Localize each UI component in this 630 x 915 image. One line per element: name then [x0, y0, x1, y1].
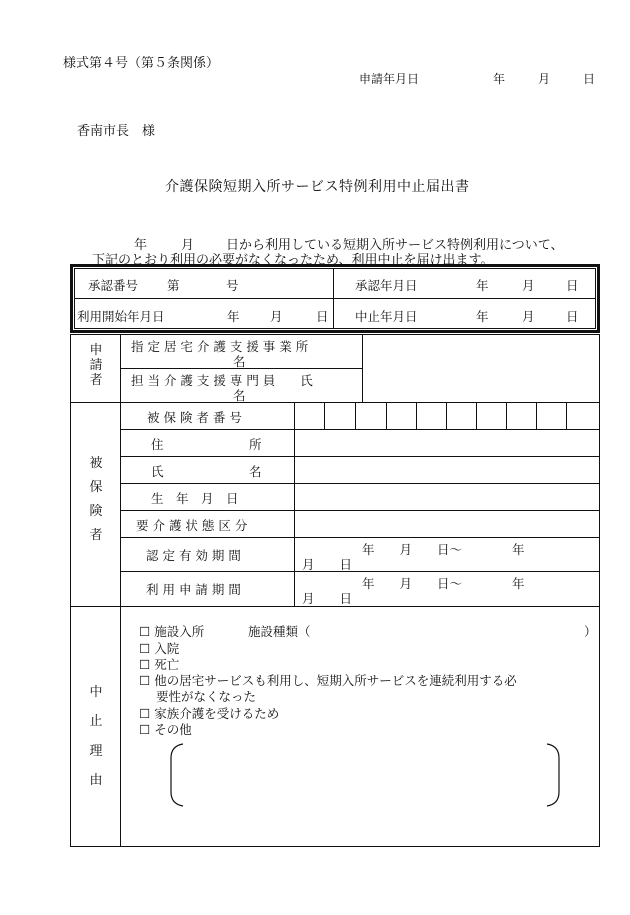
apply-day-label: 日 [583, 72, 596, 86]
birthdate-label: 生 年 月 日 [151, 491, 239, 506]
applicant-section-label: 申 請 者 [89, 343, 103, 388]
checkbox-icon[interactable]: ☐ [139, 641, 151, 656]
insured-row-3 [120, 483, 600, 484]
insured-row-1 [120, 429, 600, 430]
approval-col-divider [333, 268, 334, 329]
name-label-a: 氏 [151, 464, 164, 479]
valid-period-line1: 年 月 日～ 年 [362, 542, 525, 557]
apply-date-label: 申請年月日 [359, 72, 420, 86]
reason-facility: 施設入所 [154, 624, 205, 639]
checkbox-other[interactable] [139, 720, 192, 738]
facility-type-close: ） [584, 624, 597, 639]
use-period-line2: 月 日 [302, 591, 353, 606]
applicant-col-divider [362, 334, 363, 402]
insured-number-label: 被 保 険 者 番 号 [147, 410, 242, 425]
address-label-a: 住 [151, 437, 164, 452]
insured-section-label: 被 保 険 者 [89, 456, 103, 544]
number-box-7 [506, 402, 507, 429]
intro-line1: 日から利用している短期入所サービス特例利用について、 [226, 238, 564, 253]
stop-date-label: 中止年月日 [355, 309, 418, 324]
approval-row-divider [74, 298, 596, 299]
insured-col-divider [294, 402, 295, 606]
number-box-2 [355, 402, 356, 429]
approval-number-label: 承認番号 [88, 278, 139, 293]
checkbox-icon[interactable]: ☐ [139, 673, 151, 688]
intro-month: 月 [181, 238, 195, 253]
approval-number-suffix: 号 [226, 278, 239, 293]
checkbox-icon[interactable]: ☐ [139, 657, 151, 672]
reason-death: 死亡 [154, 657, 180, 672]
reason-family-care: 家族介護を受けるため [154, 706, 280, 721]
section-divider-1 [70, 402, 600, 403]
approval-date-month: 月 [522, 278, 535, 293]
facility-type-label: 施設種類（ [248, 624, 311, 639]
reason-other-service: 他の居宅サービスも利用し、短期入所サービスを連続利用する必 [154, 673, 517, 688]
start-date-year: 年 [227, 309, 240, 324]
insured-row-2 [120, 456, 600, 457]
care-manager-label: 担 当 介 護 支 援 専 門 員 氏 [131, 373, 313, 388]
reason-hospital: 入院 [154, 641, 180, 656]
apply-month-label: 月 [538, 72, 551, 86]
approval-date-day: 日 [566, 278, 579, 293]
bracket-right [547, 744, 559, 806]
form-number: 様式第４号（第５条関係） [63, 56, 220, 71]
checkbox-icon[interactable]: ☐ [139, 624, 151, 639]
valid-period-line2: 月 日 [302, 557, 353, 572]
care-manager-label-2: 名 [233, 388, 246, 403]
label-col-divider [120, 334, 121, 847]
start-date-day: 日 [316, 309, 329, 324]
bracket-left [171, 744, 183, 806]
checkbox-icon[interactable]: ☐ [139, 722, 151, 737]
address-label-b: 所 [249, 437, 262, 452]
number-box-9 [566, 402, 567, 429]
number-box-8 [536, 402, 537, 429]
checkbox-facility[interactable] [139, 622, 204, 640]
start-date-label: 利用開始年月日 [77, 309, 165, 324]
number-box-4 [416, 402, 417, 429]
insured-row-6 [120, 571, 600, 572]
reason-section-label: 中 止 理 由 [89, 685, 103, 788]
use-period-label: 利 用 申 請 期 間 [146, 582, 241, 597]
number-box-6 [476, 402, 477, 429]
valid-period-label: 認 定 有 効 期 間 [146, 548, 241, 563]
insured-row-5 [120, 537, 600, 538]
number-box-1 [324, 402, 325, 429]
intro-year: 年 [134, 238, 148, 253]
stop-date-day: 日 [566, 309, 579, 324]
reason-other-service-2: 要性がなくなった [156, 689, 257, 704]
document-title: 介護保険短期入所サービス特例利用中止届出書 [165, 179, 470, 195]
care-level-label: 要 介 護 状 態 区 分 [136, 518, 248, 533]
start-date-month: 月 [270, 309, 283, 324]
approval-date-label: 承認年月日 [355, 278, 418, 293]
stop-date-year: 年 [476, 309, 489, 324]
approval-date-year: 年 [476, 278, 489, 293]
approval-number-prefix: 第 [167, 278, 180, 293]
intro-line2: 下記のとおり利用の必要がなくなったため、利用中止を届け出ます。 [92, 253, 494, 268]
other-detail-bracket[interactable] [165, 740, 565, 810]
care-office-label-2: 名 [233, 354, 246, 369]
apply-year-label: 年 [493, 72, 506, 86]
use-period-line1: 年 月 日～ 年 [362, 576, 525, 591]
care-office-label: 指 定 居 宅 介 護 支 援 事 業 所 [131, 339, 309, 354]
stop-date-month: 月 [522, 309, 535, 324]
insured-row-4 [120, 510, 600, 511]
addressee: 香南市長 様 [77, 124, 156, 139]
name-label-b: 名 [249, 464, 262, 479]
checkbox-icon[interactable]: ☐ [139, 706, 151, 721]
number-box-5 [446, 402, 447, 429]
number-box-3 [386, 402, 387, 429]
reason-other: その他 [154, 722, 192, 737]
